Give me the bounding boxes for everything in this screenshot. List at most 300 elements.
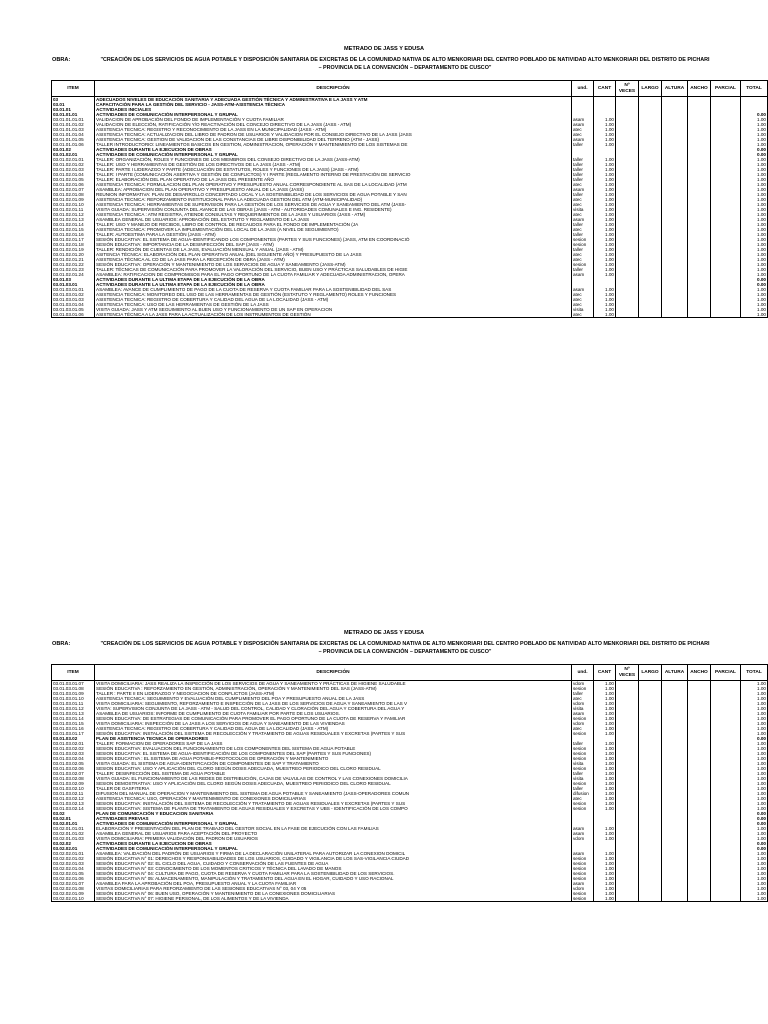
quantity-cell: 1.00 (594, 806, 616, 811)
quantity-cell: 1.00 (594, 122, 616, 127)
quantity-cell: 1.00 (594, 836, 616, 841)
veces-cell (616, 896, 639, 902)
total-cell: 1.00 (741, 796, 768, 801)
quantity-cell: 1.00 (594, 292, 616, 297)
total-cell: 0.00 (741, 816, 768, 821)
item-cell: 03.01.01.01.04 (52, 132, 95, 137)
item-cell: 03.01.03.01.15 (52, 721, 95, 726)
description-cell: ACTIVIDADES DE COMUNICACIÓN INTERPERSONAL Y GRUPAL (95, 846, 572, 851)
description-cell: TALLER: DESINFECCIÓN DEL SISTEMA DE AGUA POTABLE (95, 771, 572, 776)
item-cell: 03.02.01 (52, 816, 95, 821)
parcial-cell (711, 896, 741, 902)
quantity-cell: 1.00 (594, 731, 616, 736)
item-cell: 03.01.03.01.10 (52, 696, 95, 701)
item-cell: 03.02.01.01.01 (52, 826, 95, 831)
item-cell: 03.02.01.01.02 (52, 831, 95, 836)
description-cell: VALIDACION DE APROBACIÓN DEL FONDO DE IMPLEMENTACIÓN Y CUOTA FAMILIAR (95, 117, 572, 122)
item-cell: 03.01.02.01.24 (52, 272, 95, 277)
item-cell: 03.01.03.02.01 (52, 741, 95, 746)
unit-cell: sesion (572, 731, 594, 736)
total-cell: 1.00 (741, 681, 768, 687)
col-parcial-header: PARCIAL (711, 665, 741, 681)
description-cell: TALLER: TÉCNICAS DE COMUNICACIÓN PARA PROMOVER LA VALORACIÓN DEL SERVICIO, BUEN USO Y PRÁCTICAS SALUDABLES DE HIGIE (95, 267, 572, 272)
quantity-cell: 1.00 (594, 891, 616, 896)
description-cell: ACTIVIDADES DURANTE LA EJECUCION DE OBRAS (95, 841, 572, 846)
description-cell: ASISTENCIA TECNICA: HERRAMIENTAS DE SUPERVISION PARA LA GESTIÓN DE LOS SERVICIOS DE AGUA Y SANEAMIENTO DEL ATM (JASS- (95, 202, 572, 207)
unit-cell: atec (572, 252, 594, 257)
item-cell: 03.01.03.01.04 (52, 302, 95, 307)
quantity-cell: 1.00 (594, 227, 616, 232)
unit-cell: taller (572, 741, 594, 746)
total-cell: 1.00 (741, 806, 768, 811)
quantity-cell: 1.00 (594, 761, 616, 766)
quantity-cell: 1.00 (594, 252, 616, 257)
description-cell: ACTIVIDADES DE COMUNICACIÓN INTERPERSONAL Y GRUPAL (95, 821, 572, 826)
quantity-cell: 1.00 (594, 756, 616, 761)
unit-cell: atec (572, 796, 594, 801)
unit-cell: atec (572, 212, 594, 217)
quantity-cell: 1.00 (594, 886, 616, 891)
description-cell: ASAMBLEA GENERAL DE USUARIOS PARA ACEPTACIÓN DEL PROYECTO (95, 831, 572, 836)
metrado-table (51, 80, 768, 318)
col-und-header: und. (572, 665, 594, 681)
item-cell: 03.02.02.01.01 (52, 851, 95, 856)
description-cell: ASAMBLEA: VALIDACIÓN DEL PADRÓN DE USUARIOS Y FIRMA DE LA DECLARACIÓN UNILATERAL PARA AUTORIZAR LA CONEXION DOMICIL (95, 851, 572, 856)
unit-cell: sesion (572, 766, 594, 771)
description-cell: CAPACITACIÓN PARA LA GESTIÓN DEL SERVICIO - JASS-ATM-ASISTENCIA TÉCNICA (95, 102, 572, 107)
obra-label: OBRA: (52, 57, 71, 63)
description-cell: SESION EDUCATIVA: DE ESTRATEGIAS DE COMUNICACIÓN PARA PROMOVER EL PAGO OPORTUNO DE LA CUOTA DE RESERVA Y FAMILIAR (95, 716, 572, 721)
page-title: METRADO DE JASS Y EDUSA (344, 630, 424, 636)
item-cell: 03.01.03.02.13 (52, 801, 95, 806)
unit-cell: taller (572, 247, 594, 252)
quantity-cell: 1.00 (594, 771, 616, 776)
description-cell: ASAMBLEA GENERAL DE USUARIOS: APROBACIÓN DEL ESTATUTO Y REGLAMENTO DE LA JASS (95, 217, 572, 222)
item-cell: 03.01.03.01.08 (52, 686, 95, 691)
description-cell: ACTIVIDADES DE COMUNICACIÓN INTERPERSONAL Y GRUPAL (95, 152, 572, 157)
quantity-cell: 1.00 (594, 307, 616, 312)
total-cell: 0.00 (741, 112, 768, 117)
quantity-cell: 1.00 (594, 272, 616, 277)
description-cell: PLAN DE ASISTENCIA TECNICA DE OPERADORES (95, 736, 572, 741)
item-cell: 03.01.02.01.18 (52, 242, 95, 247)
total-cell: 1.00 (741, 202, 768, 207)
description-cell: ACTIVIDADES PREVIAS (95, 816, 572, 821)
item-cell: 03.01.02.01.19 (52, 247, 95, 252)
item-cell: 03.01.01.01.03 (52, 127, 95, 132)
item-cell: 03.01.02.01.13 (52, 217, 95, 222)
description-cell: SESION EDUCATIVA: EVALUACION DEL FUNCIONAMIENTO DE LOS COMPONENTES DEL SISTEMA DE AGUA POTABLE (95, 746, 572, 751)
quantity-cell: 1.00 (594, 247, 616, 252)
total-cell: 1.00 (741, 262, 768, 267)
col-desc-header: DESCRIPCIÓN (95, 81, 572, 97)
unit-cell: asam (572, 217, 594, 222)
total-cell: 1.00 (741, 267, 768, 272)
total-cell: 1.00 (741, 172, 768, 177)
item-cell: 03.01.01.01.06 (52, 142, 95, 147)
total-cell: 0.00 (741, 846, 768, 851)
total-cell: 1.00 (741, 142, 768, 147)
description-cell: ASISTENCIA TECNICA: USO DE LAS HERRAMIENTAS DE GESTIÓN DE LA JASS (95, 302, 572, 307)
quantity-cell: 1.00 (594, 127, 616, 132)
unit-cell: sesion (572, 242, 594, 247)
quantity-cell: 1.00 (594, 686, 616, 691)
obra-description: "CREACIÓN DE LOS SERVICIOS DE AGUA POTABLE Y DISPOSICIÓN SANITARIA DE EXCRETAS DE LA COMUNIDAD NATIVA DE ALTO MENKORIARI DEL CENTRO POBLADO DE NATIVIDAD ALTO MENKORIARI DEL DISTRITO DE PICHARI – PROVINCIA DE LA CONVENCIÓN – DEPARTAMENTO DE CUSCO" (100, 57, 710, 71)
unit-cell: atec (572, 726, 594, 731)
unit-cell: taller (572, 172, 594, 177)
unit-cell: sesion (572, 861, 594, 866)
item-cell: 03.01.01.01.01 (52, 117, 95, 122)
description-cell: ASISTENCIA TECNICA: USO, OPERACIÓN Y MANTENIMIENTO DE CONEXIONES DOMICILIARIAS (95, 796, 572, 801)
quantity-cell: 1.00 (594, 262, 616, 267)
quantity-cell: 1.00 (594, 701, 616, 706)
description-cell: SESION EDUCATIVA: INSTALACIÓN DEL SISTEMA DE RECOLECCIÓN Y TRATAMIENTO DE AGUAS RESIDUALES Y EXCRETAS (PARTES Y SUS (95, 801, 572, 806)
item-cell: 03.01.03.01.09 (52, 691, 95, 696)
item-cell: 03.02.02.01.06 (52, 876, 95, 881)
col-altura-header: ALTURA (662, 81, 688, 97)
description-cell: TALLER: ORGANIZACIÓN, ROLES Y FUNCIONES DE LOS MIEMBROS DEL CONSEJO DIRECTIVO DE LA JASS (JASS-ATM) (95, 157, 572, 162)
description-cell: VISITA GUIADA: EL FUNCIONAMIENTO DE LAS REDES DE DISTRIBUCIÓN, CAJAS DE VALVULAS DE CONTROL Y LAS CONEXIONES DOMICILIA (95, 776, 572, 781)
item-cell: 03.02.02.01.02 (52, 856, 95, 861)
total-cell: 1.00 (741, 826, 768, 831)
unit-cell: sesion (572, 896, 594, 902)
description-cell: ASISTENCIA TECNICA: REFORZAMIENTO INSTITUCIONAL PARA LA ADECUADA GESTION DEL ATM (ATM-MUNICIPALIDAD) (95, 197, 572, 202)
item-cell: 03.01.03.01.06 (52, 312, 95, 318)
col-ancho-header: ANCHO (688, 81, 711, 97)
quantity-cell: 1.00 (594, 167, 616, 172)
total-cell: 1.00 (741, 876, 768, 881)
quantity-cell: 1.00 (594, 312, 616, 318)
quantity-cell: 1.00 (594, 871, 616, 876)
total-cell: 1.00 (741, 731, 768, 736)
unit-cell: atec (572, 292, 594, 297)
item-cell: 03.01.03.02.02 (52, 746, 95, 751)
unit-cell: sesion (572, 856, 594, 861)
item-cell: 03.01.01.01.05 (52, 137, 95, 142)
unit-cell: atec (572, 127, 594, 132)
item-cell: 03.01.02.01.21 (52, 257, 95, 262)
total-cell: 0.00 (741, 282, 768, 287)
description-cell: VISITA: SUPERVISION CONJUNTA DE LA JASS - ATM - SALUD DEL CONTROL, CALIDAD Y CLORACIÓN DEL AGUA Y COBERTURA DEL AGUA Y (95, 706, 572, 711)
total-cell: 1.00 (741, 132, 768, 137)
item-cell: 03.01.03.01.01 (52, 287, 95, 292)
item-cell: 03.01.03.01.07 (52, 681, 95, 687)
description-cell: SESIÓN EDUCATIVA N° 05: ALMACENAMIENTO, MANIPULACIÓN Y TRATAMIENTO DEL AGUA EN EL HOGAR, CUIDADO Y USO RACIONAL (95, 876, 572, 881)
item-cell: 03.01.03.01.11 (52, 701, 95, 706)
unit-cell: sesion (572, 876, 594, 881)
item-cell: 03.01 (52, 102, 95, 107)
item-cell: 03.01.03.02.03 (52, 751, 95, 756)
item-cell: 03.01.03 (52, 277, 95, 282)
item-cell: 03.01.03.02.09 (52, 781, 95, 786)
total-cell: 1.00 (741, 192, 768, 197)
item-cell: 03.01.03.01.05 (52, 307, 95, 312)
description-cell: ADECUADOS NIVELES DE EDUCACIÓN SANITARIA Y ADECUADA GESTIÓN TÉCNICA Y ADMINISTRATIVA E LA JASS Y ATM (95, 97, 572, 103)
quantity-cell: 1.00 (594, 801, 616, 806)
item-cell: 03.01.02.01.22 (52, 262, 95, 267)
total-cell: 1.00 (741, 292, 768, 297)
description-cell: SESIÓN EDUCATIVA N° 06: BUEN USO, OPERACIÓN Y MANTENIMIENTO DE LA CONEXIONES DOMICILIARIAS (95, 891, 572, 896)
unit-cell: taller (572, 192, 594, 197)
unit-cell: taller (572, 786, 594, 791)
total-cell: 1.00 (741, 212, 768, 217)
description-cell: SESIÓN EDUCATIVA N° 04: CULTURA DE PAGO, CUOTA DE RESERVA Y CUOTA FAMILIAR PARA LA SOSTENIBILIDAD DE LOS SERVICIOS. (95, 871, 572, 876)
total-cell: 1.00 (741, 886, 768, 891)
col-total-header: TOTAL (741, 81, 768, 97)
total-cell: 0.00 (741, 811, 768, 816)
item-cell: 03.01.01.01 (52, 112, 95, 117)
quantity-cell: 1.00 (594, 287, 616, 292)
col-largo-header: LARGO (639, 81, 662, 97)
col-item-header: ITEM (52, 665, 95, 681)
item-cell: 03.01.02.01.16 (52, 232, 95, 237)
quantity-cell: 1.00 (594, 696, 616, 701)
item-cell: 03.02.02.01.03 (52, 861, 95, 866)
description-cell: ASISTENCIA TECNICA: ACTUALIZACION DEL LIBRO DE PADRON DE USUARIOS Y VALIDACION POR EL CONSEJO DIRECTIVO DE LA JASS (JASS (95, 132, 572, 137)
unit-cell: vdom (572, 836, 594, 841)
item-cell: 03.02.02.01.09 (52, 891, 95, 896)
col-und-header: und. (572, 81, 594, 97)
item-cell: 03.01.03.01.16 (52, 726, 95, 731)
quantity-cell: 1.00 (594, 142, 616, 147)
item-cell: 03.01.03.01.14 (52, 716, 95, 721)
unit-cell: sesion (572, 891, 594, 896)
quantity-cell: 1.00 (594, 192, 616, 197)
page-title: METRADO DE JASS Y EDUSA (344, 46, 424, 52)
quantity-cell: 1.00 (594, 117, 616, 122)
total-cell: 0.00 (741, 736, 768, 741)
total-cell: 1.00 (741, 122, 768, 127)
quantity-cell: 1.00 (594, 197, 616, 202)
item-cell: 03.01.03.01 (52, 282, 95, 287)
quantity-cell: 1.00 (594, 177, 616, 182)
quantity-cell: 1.00 (594, 182, 616, 187)
description-cell: ASAMBLEA: RATIFICACION DE COMPROMISOS PARA EL PAGO OPORTUNO DE LA CUOTA FAMILIAR Y ADECUADA ADMINISTRACION, OPERA (95, 272, 572, 277)
quantity-cell: 1.00 (594, 207, 616, 212)
quantity-cell: 1.00 (594, 851, 616, 856)
col-parcial-header: PARCIAL (711, 81, 741, 97)
total-cell: 1.00 (741, 781, 768, 786)
description-cell: ASISTENCIA TÉCNICA A LA JASS PARA LA ACTUALIZACIÓN DE LOS INSTRUMENTOS DE GESTIÓN (95, 312, 572, 318)
total-cell: 1.00 (741, 766, 768, 771)
col-veces-header: Nº VECES (616, 665, 639, 681)
unit-cell: taller (572, 691, 594, 696)
quantity-cell: 1.00 (594, 766, 616, 771)
quantity-cell: 1.00 (594, 831, 616, 836)
unit-cell: visita (572, 307, 594, 312)
item-cell: 03.01.03.01.02 (52, 292, 95, 297)
table-row (52, 896, 768, 902)
total-cell: 1.00 (741, 167, 768, 172)
item-cell: 03.01.02.01.15 (52, 227, 95, 232)
description-cell: REUNION INFORMATIVA: PLAN DE DESARROLLO CONCERTADO LOCAL Y LA SOSTENIBILIDAD DE LOS SERVICIOS DE AGUA POTABLE Y SAN (95, 192, 572, 197)
unit-cell: sesion (572, 751, 594, 756)
unit-cell: vdom (572, 681, 594, 687)
description-cell: SESIÓN EDUCATIVA: EL SISTEMA DE AGUA-IDENTIFICANDO LOS COMPONENTES (PARTES Y SUS FUNCIONES) (JASS, ATM EN COORDINACIÓ (95, 237, 572, 242)
item-cell: 03.01.03.02.05 (52, 761, 95, 766)
unit-cell: taller (572, 771, 594, 776)
unit-cell: asam (572, 826, 594, 831)
total-cell: 1.00 (741, 247, 768, 252)
unit-cell: asam (572, 287, 594, 292)
total-cell: 1.00 (741, 302, 768, 307)
description-cell: TALLER: RENDICIÓN DE CUENTAS DE LA JASS, EVALUACIÓN MENSUAL Y ANUAL (JASS - ATM) (95, 247, 572, 252)
description-cell: ACTIVIDADES INICIALES (95, 107, 572, 112)
description-cell: SESION EDUCATIVA: EL SISTEMA DE AGUA-IDENTIFICACIÓN DE LOS COMPONENTES DEL SAP (PARTES Y SUS FUNCIONES) (95, 751, 572, 756)
item-cell: 03.02.02 (52, 841, 95, 846)
description-cell: ACTIVIDADES DURANTE LA EJECUCION DE OBRAS (95, 147, 572, 152)
quantity-cell: 1.00 (594, 706, 616, 711)
item-cell: 03.02.02.01.07 (52, 881, 95, 886)
unit-cell: sesion (572, 262, 594, 267)
col-cant-header: CANT (594, 665, 616, 681)
description-cell: TALLER: I PARTE (COMUNICACIÓN ASERTIVA Y GESTIÓN DE CONFLICTOS) Y I PARTE (REGLAMENTO INTERNO DE PRESTACIÓN DE SERVICIO (95, 172, 572, 177)
unit-cell: sesion (572, 801, 594, 806)
total-cell: 1.00 (741, 272, 768, 277)
unit-cell: asam (572, 187, 594, 192)
description-cell: ASISTENCIA TECNICA: REGISTRO DE COBERTURA Y CALIDAD DEL AGUA DE LA LOCALIDAD (JASS - ATM) (95, 726, 572, 731)
unit-cell: sesion (572, 871, 594, 876)
unit-cell: asam (572, 711, 594, 716)
description-cell: VISITAS DOMICILIARIAS PARA REFORZAMIENTO DE LAS SESIONES EDUCATIVAS N° 03, 04 Y 05 (95, 886, 572, 891)
item-cell: 03.01.02.01.05 (52, 177, 95, 182)
quantity-cell: 1.00 (594, 157, 616, 162)
table-header-row (52, 81, 768, 97)
quantity-cell: 1.00 (594, 267, 616, 272)
item-cell: 03.01.02.01.14 (52, 222, 95, 227)
altura-cell (662, 896, 688, 902)
total-cell: 1.00 (741, 307, 768, 312)
quantity-cell: 1.00 (594, 826, 616, 831)
unit-cell: taller (572, 267, 594, 272)
total-cell: 0.00 (741, 277, 768, 282)
unit-cell: taller (572, 232, 594, 237)
total-cell: 1.00 (741, 761, 768, 766)
total-cell: 1.00 (741, 851, 768, 856)
description-cell: VISITA GUIADA: EL SISTEMA DE AGUA-IDENTIFICACIÓN DE COMPONENTES DE SAP Y TRATAMIENTO (95, 761, 572, 766)
item-cell: 03.02.02.01.10 (52, 896, 95, 902)
item-cell: 03.01.02 (52, 147, 95, 152)
item-cell: 03.01.03.02.08 (52, 776, 95, 781)
altura-cell (662, 312, 688, 318)
total-cell: 1.00 (741, 831, 768, 836)
col-veces-header: Nº VECES (616, 81, 639, 97)
item-cell: 03.01.03.01.17 (52, 731, 95, 736)
total-cell: 1.00 (741, 157, 768, 162)
quantity-cell: 1.00 (594, 132, 616, 137)
quantity-cell: 1.00 (594, 791, 616, 796)
quantity-cell: 1.00 (594, 172, 616, 177)
largo-cell (639, 312, 662, 318)
total-cell: 1.00 (741, 701, 768, 706)
total-cell: 1.00 (741, 127, 768, 132)
col-largo-header: LARGO (639, 665, 662, 681)
total-cell: 1.00 (741, 117, 768, 122)
description-cell: SESION DEMOSTRATIVA: USO Y APLICACIÓN DEL CLORO SEGÚN DOSIS ADECUADA, MUESTREO PERIODICO DEL CLORO RESIDUAL (95, 781, 572, 786)
description-cell: ASISTENCIA TECNICA: PROMOVER LA IMPLEMENTACIÓN DEL LOCAL DE LA JASS (A NIVEL DE SEGUIMIENTO) (95, 227, 572, 232)
item-cell: 03.02.02.01.05 (52, 871, 95, 876)
quantity-cell: 1.00 (594, 681, 616, 687)
item-cell: 03.02.01.01 (52, 821, 95, 826)
unit-cell: sesion (572, 746, 594, 751)
col-cant-header: CANT (594, 81, 616, 97)
quantity-cell: 1.00 (594, 856, 616, 861)
unit-cell: taller (572, 162, 594, 167)
item-cell: 03.01.02.01.23 (52, 267, 95, 272)
description-cell: VISITA DOMICILIARIA: JASS REALIZA LA INSPECCIÓN DE LOS SERVICIOS DE AGUA Y SANEAMIENTO Y PRÁCTICAS DE HIGIENE SALUDABLE (95, 681, 572, 687)
total-cell: 1.00 (741, 227, 768, 232)
unit-cell: atec (572, 257, 594, 262)
unit-cell: sesion (572, 756, 594, 761)
ancho-cell (688, 896, 711, 902)
description-cell: ELABORACIÓN Y PRESENTACIÓN DEL PLAN DE TRABAJO DEL GESTOR SOCIAL EN LA FASE DE EJECUCIÓN CON LAS FAMILIAS (95, 826, 572, 831)
quantity-cell: 1.00 (594, 187, 616, 192)
description-cell: ASISTENCIA TÉCNICA AL CD DE LA JASS PARA LA RECEPCIÓN DE OBRA (JASS - ATM) (95, 257, 572, 262)
quantity-cell: 1.00 (594, 202, 616, 207)
unit-cell: sesion (572, 716, 594, 721)
quantity-cell: 1.00 (594, 866, 616, 871)
description-cell: SESIÓN EDUCATIVA : REFORZAMIENTO EN GESTIÓN, ADMINISTRACIÓN, OPERACIÓN Y MANTENIMIENTO DEL SAS (JASS-ATM) (95, 686, 572, 691)
table-row (52, 312, 768, 318)
total-cell: 1.00 (741, 711, 768, 716)
col-desc-header: DESCRIPCIÓN (95, 665, 572, 681)
description-cell: SESIÓN EDUCATIVA N° 02: EL CICLO DEL AGUA, CUIDADO Y CONSERVACIÓN DE LAS FUENTES DE AGUA (95, 861, 572, 866)
quantity-cell: 1.00 (594, 257, 616, 262)
description-cell: TALLER: AUTOESTIMA PARA LA GESTIÓN (JASS - ATM) (95, 232, 572, 237)
item-cell: 03.01.02.01.04 (52, 172, 95, 177)
total-cell: 1.00 (741, 726, 768, 731)
total-cell: 1.00 (741, 197, 768, 202)
description-cell: SESIÓN EDUCATIVA: INSTALACIÓN DEL SISTEMA DE RECOLECCIÓN Y TRATAMIENTO DE AGUAS RESIDUALES Y EXCRETAS (PARTES Y SUS (95, 731, 572, 736)
description-cell: ASISTENCIA TECNICA: REGISTRO Y RECONOCIMIENTO DE LA JASS EN LA MUNICIPALIDAD (JASS - ATM) (95, 127, 572, 132)
total-cell: 1.00 (741, 222, 768, 227)
description-cell: SESIÓN EDUCATIVA N° 03: CONOCIMIENTO DE LOS MOMENTOS CRITICOS Y TÉCNICA DEL LAVADO DE MANOS (95, 866, 572, 871)
col-altura-header: ALTURA (662, 665, 688, 681)
description-cell: TALLER DE GASFITERIA (95, 786, 572, 791)
item-cell: 03.01.02.01 (52, 152, 95, 157)
description-cell: TALLER: USO Y HERRAMIENTAS DE GESTIÓN DE LOS DIRECTIVOS DE LA JASS (JASS - ATM) (95, 162, 572, 167)
description-cell: ASISTENCIA TECNICA: GESTION DE VALIDACION DE LAS CONSTANCIAS DE LIBRE DISPONIBILIDAD DEL TERRENO (ATM - JASS) (95, 137, 572, 142)
quantity-cell: 1.00 (594, 232, 616, 237)
description-cell: ASISTENCIA TECNICA : ATM REGISTRA, ATIENDE CONSULTAS Y REQUERIMIENTOS DE LA JASS Y USUARIOS (JASS - ATM) (95, 212, 572, 217)
ancho-cell (688, 312, 711, 318)
table-header-row (52, 665, 768, 681)
item-cell: 03.01.03.01.13 (52, 711, 95, 716)
description-cell: ACTIVIDADES DURANTE LA ULTIMA ETAPA DE LA EJECUCIÓN DE LA OBRA (95, 277, 572, 282)
description-cell: ASAMBLEA DE USUARIOS: INFORME DE CUMPLIMIENTO DE CUOTA FAMILIAR POR PARTE DE LOS USUARIOS. (95, 711, 572, 716)
description-cell: ASISTENCIA TECNICA: REGISTRO DE COBERTURA Y CALIDAD DEL AGUA DE LA LOCALIDAD (JASS - ATM) (95, 297, 572, 302)
total-cell: 1.00 (741, 836, 768, 841)
unit-cell: taller (572, 142, 594, 147)
quantity-cell: 1.00 (594, 746, 616, 751)
item-cell: 03.01.03.02 (52, 736, 95, 741)
unit-cell: visita (572, 207, 594, 212)
description-cell: TALLER: USO Y MANEJO DE RECIBOS, LIBRO DE CONTROL DE RECAUDOS PARA EL FONDO DE IMPLEMENTACIÓN (JA (95, 222, 572, 227)
item-cell: 03.01.03.02.11 (52, 791, 95, 796)
item-cell: 03.01.03.02.06 (52, 766, 95, 771)
item-cell: 03.02.02.01.04 (52, 866, 95, 871)
quantity-cell: 1.00 (594, 726, 616, 731)
total-cell: 1.00 (741, 217, 768, 222)
description-cell: SESIÓN EDUCATIVA N° 07: HIGIENE PERSONAL, DE LOS ALIMENTOS Y DE LA VIVIENDA (95, 896, 572, 902)
description-cell: ASAMBLEA: AVANCE DE CUMPLIMIENTO DE PAGO DE LA CUOTA DE RESERVA Y CUOTA FAMILIAR PARA LA SOSTENIBILIDAD DEL SAS (95, 287, 572, 292)
total-cell: 1.00 (741, 896, 768, 902)
item-cell: 03.01.02.01.07 (52, 187, 95, 192)
quantity-cell: 1.00 (594, 876, 616, 881)
unit-cell: atec (572, 197, 594, 202)
item-cell: 03.01.03.02.10 (52, 786, 95, 791)
unit-cell: asam (572, 122, 594, 127)
